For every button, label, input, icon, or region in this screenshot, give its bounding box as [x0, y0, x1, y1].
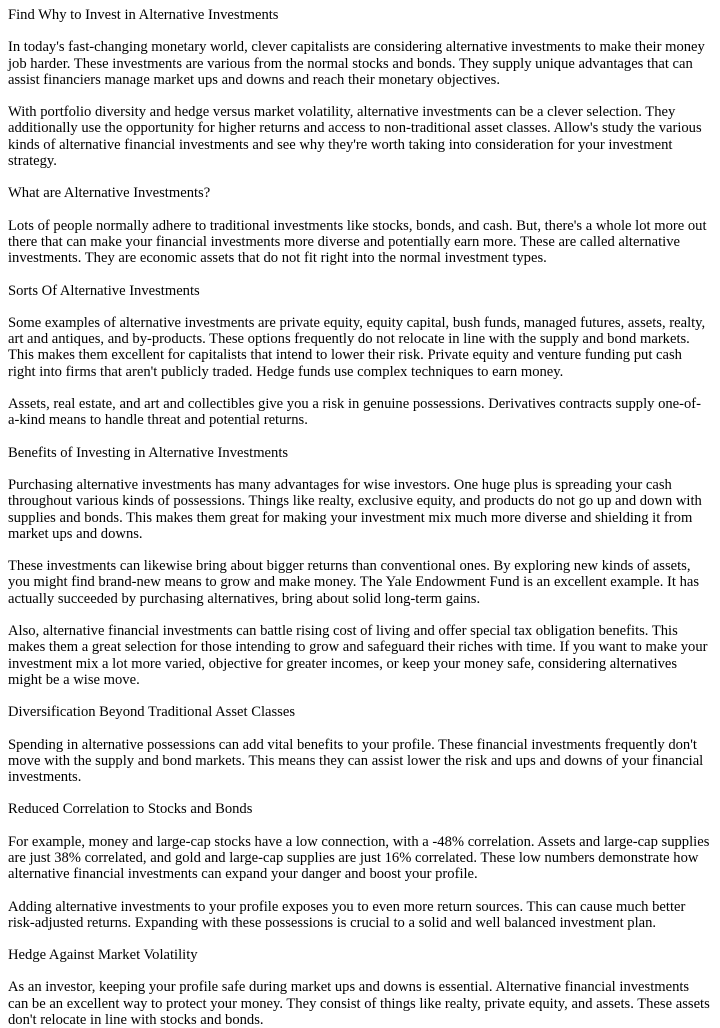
- section-heading-correlation: Reduced Correlation to Stocks and Bonds: [8, 801, 253, 818]
- section-heading-benefits: Benefits of Investing in Alternative Investments: [8, 444, 289, 461]
- benefits-paragraph-1: Purchasing alternative investments has many advantages for wise investors. One huge plus is spreading your cash throughout various kinds of possessions. Things like realty, exclusive equity, and products do not go up and down with supplies and bonds. This makes them great for making your investment mix much more diverse and shielding it from market ups and downs.: [8, 476, 702, 542]
- sorts-paragraph-1: Some examples of alternative investments are private equity, equity capital, bush funds, managed futures, assets, realty, art and antiques, and by-products. These options frequently do not relocate in line with the supply and bond markets. This makes them excellent for capitalists that intend to lower their risk. Private equity and venture funding put cash right into firms that aren't publicly traded. Hedge funds use complex techniques to earn money.: [8, 314, 706, 380]
- section-heading-hedge: Hedge Against Market Volatility: [8, 947, 198, 964]
- intro-paragraph-2: With portfolio diversity and hedge versus market volatility, alternative investments can be a clever selection. They additionally use the opportunity for higher returns and access to non-traditional asset classes. Allow's study the various kinds of alternative financial investments and see why they're worth taking into consideration for your investment strategy.: [8, 104, 702, 170]
- hedge-paragraph: As an investor, keeping your profile safe during market ups and downs is essential. Alternative financial investments can be an excellent way to protect your money. They consist of things like realty, private equity, and assets. These assets don't relocate in line with stocks and bonds.: [8, 979, 710, 1028]
- section-heading-sorts: Sorts Of Alternative Investments: [8, 282, 200, 299]
- section-heading-what-are: What are Alternative Investments?: [8, 185, 211, 202]
- section-heading-diversification: Diversification Beyond Traditional Asset Classes: [8, 704, 295, 721]
- correlation-paragraph-1: For example, money and large-cap stocks have a low connection, with a -48% correlation. Assets and large-cap supplies are just 38% correlated, and gold and large-cap supplies are just 16% correlated. These low numbers demonstrate how alternative financial investments can expand your danger and boost your profile.: [8, 833, 710, 883]
- intro-paragraph-1: In today's fast-changing monetary world, clever capitalists are considering alternative investments to make their money job harder. These investments are various from the normal stocks and bonds. They supply unique advantages that can assist financiers manage market ups and downs and reach their monetary objectives.: [8, 39, 705, 88]
- benefits-paragraph-2: These investments can likewise bring about bigger returns than conventional ones. By exploring new kinds of assets, you might find brand-new means to grow and make money. The Yale Endowment Fund is an excellent example. It has actually succeeded by purchasing alternatives, bring about solid long-term gains.: [8, 558, 700, 607]
- page-title: Find Why to Invest in Alternative Investments: [8, 7, 279, 23]
- sorts-paragraph-2: Assets, real estate, and art and collectibles give you a risk in genuine possessions. Derivatives contracts supply one-of-a-kind means to handle threat and potential returns.: [8, 396, 702, 429]
- diversification-paragraph: Spending in alternative possessions can add vital benefits to your profile. These financial investments frequently don't move with the supply and bond markets. This means they can assist lower the risk and ups and downs of your financial investments.: [8, 736, 704, 786]
- correlation-paragraph-2: Adding alternative investments to your profile exposes you to even more return sources. This can cause much better risk-adjusted returns. Expanding with these possessions is crucial to a solid and well balanced investment plan.: [8, 898, 686, 931]
- what-are-paragraph: Lots of people normally adhere to traditional investments like stocks, bonds, and cash. But, there's a whole lot more out there that can make your financial investments more diverse and potentially earn more. These are called alternative investments. They are economic assets that do not fit right into the normal investment types.: [8, 217, 707, 267]
- benefits-paragraph-3: Also, alternative financial investments can battle rising cost of living and offer special tax obligation benefits. This makes them a great selection for those intending to grow and safeguard their riches with time. If you want to make your investment mix a lot more varied, objective for greater incomes, or keep your money safe, considering alternatives might be a wise move.: [8, 623, 708, 688]
